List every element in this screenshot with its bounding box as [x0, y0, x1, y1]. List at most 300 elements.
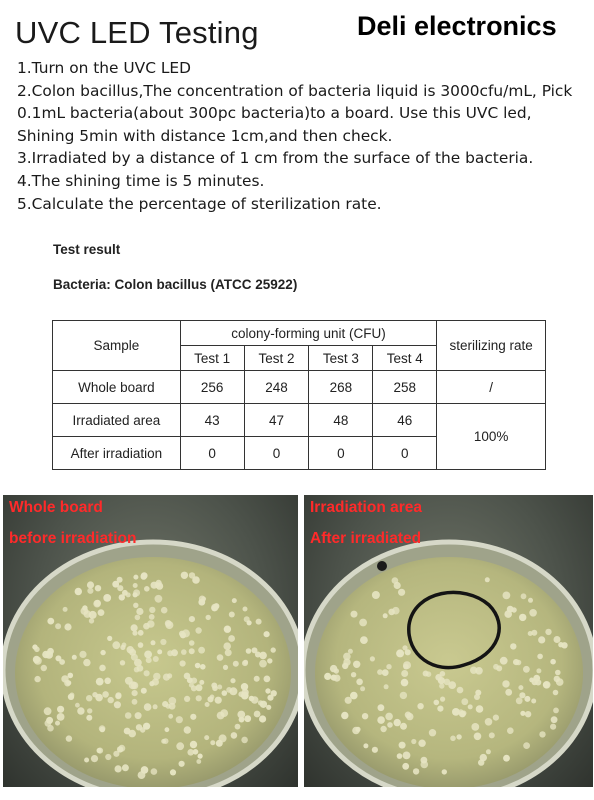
colony-dot: [406, 713, 413, 720]
colony-dot: [87, 708, 92, 713]
colony-dot: [223, 665, 228, 670]
colony-dot: [271, 647, 276, 652]
colony-dot: [96, 678, 104, 686]
colony-dot: [138, 630, 144, 636]
test-header: Test 2: [244, 346, 309, 371]
colony-dot: [131, 624, 138, 631]
test-header: Test 1: [180, 346, 244, 371]
colony-dot: [147, 620, 155, 628]
colony-dot: [135, 712, 142, 719]
colony-dot: [163, 738, 169, 744]
colony-dot: [69, 693, 74, 698]
colony-dot: [189, 640, 195, 646]
colony-dot: [468, 704, 473, 709]
colony-dot: [210, 740, 215, 745]
colony-dot: [518, 685, 523, 690]
colony-dot: [429, 729, 436, 736]
colony-dot: [459, 711, 466, 718]
colony-dot: [400, 692, 407, 699]
colony-dot: [151, 640, 156, 645]
colony-dot: [95, 585, 101, 591]
colony-dot: [510, 643, 516, 649]
colony-dot: [213, 603, 219, 609]
colony-dot: [471, 723, 479, 731]
page-title: UVC LED Testing: [15, 15, 259, 50]
colony-dot: [129, 649, 136, 656]
step-3: 3.Irradiated by a distance of 1 cm from the surface of the bacteria.: [17, 149, 534, 168]
colony-dot: [105, 754, 111, 760]
colony-dot: [229, 612, 235, 618]
colony-dot: [86, 715, 92, 721]
colony-dot: [400, 723, 407, 730]
colony-dot: [132, 631, 137, 636]
colony-dot: [84, 758, 89, 763]
colony-dot: [507, 727, 514, 734]
colony-dot: [356, 679, 363, 686]
sample-header: Sample: [53, 321, 181, 371]
colony-dot: [149, 607, 155, 613]
colony-dot: [516, 697, 523, 704]
row-label: After irradiation: [53, 437, 181, 470]
colony-dot: [243, 660, 248, 665]
colony-dot: [396, 649, 404, 657]
colony-dot: [387, 722, 393, 728]
colony-dot: [360, 636, 368, 644]
colony-dot: [168, 714, 173, 719]
colony-dot: [450, 736, 456, 742]
colony-dot: [63, 607, 68, 612]
step-1: 1.Turn on the UVC LED: [17, 59, 191, 77]
colony-dot: [243, 607, 248, 612]
step-5: 5.Calculate the percentage of sterilization rate.: [17, 194, 382, 213]
colony-dot: [135, 615, 141, 621]
colony-dot: [55, 623, 61, 629]
colony-dot: [545, 629, 551, 635]
colony-dot: [133, 583, 138, 588]
table-row: [53, 404, 546, 437]
colony-dot: [500, 657, 508, 665]
colony-dot: [190, 741, 197, 748]
colony-dot: [198, 754, 203, 759]
colony-dot: [184, 696, 190, 702]
colony-dot: [360, 686, 365, 691]
colony-dot: [217, 685, 222, 690]
cfu-cell: 0: [180, 437, 244, 470]
colony-dot: [264, 676, 271, 683]
colony-dot: [554, 636, 561, 643]
colony-dot: [219, 734, 227, 742]
colony-dot: [132, 690, 138, 696]
colony-dot: [489, 732, 495, 738]
colony-dot: [118, 745, 125, 752]
colony-dot: [144, 703, 152, 711]
colony-dot: [244, 715, 251, 722]
colony-dot: [553, 708, 559, 714]
colony-dot: [523, 742, 530, 749]
colony-dot: [550, 724, 556, 730]
rate-header: sterilizing rate: [437, 321, 546, 371]
cfu-cell: 0: [373, 437, 437, 470]
colony-dot: [86, 695, 92, 701]
results-table: [52, 320, 546, 470]
colony-dot: [426, 671, 432, 677]
cfu-cell: 43: [180, 404, 244, 437]
colony-dot: [521, 593, 527, 599]
colony-dot: [485, 577, 490, 582]
colony-dot: [98, 609, 105, 616]
agar-surface: [15, 557, 291, 787]
colony-dot: [66, 735, 72, 741]
colony-dot: [474, 733, 482, 741]
colony-dot: [144, 670, 150, 676]
colony-dot: [348, 649, 353, 654]
colony-dot: [155, 595, 163, 603]
colony-dot: [195, 627, 201, 633]
colony-dot: [553, 690, 559, 696]
colony-dot: [204, 735, 209, 740]
colony-dot: [377, 669, 383, 675]
colony-dot: [413, 768, 419, 774]
colony-dot: [55, 655, 61, 661]
colony-dot: [100, 650, 105, 655]
colony-dot: [259, 652, 267, 660]
colony-dot: [442, 769, 447, 774]
colony-dot: [141, 766, 149, 774]
colony-dot: [519, 692, 525, 698]
colony-dot: [516, 660, 522, 666]
petri-photo-after: [304, 495, 593, 787]
colony-dot: [362, 713, 368, 719]
colony-dot: [189, 648, 195, 654]
colony-dot: [384, 684, 389, 689]
colony-dot: [112, 581, 119, 588]
colony-dot: [134, 667, 140, 673]
colony-dot: [457, 687, 464, 694]
colony-dot: [104, 678, 111, 685]
colony-dot: [153, 704, 158, 709]
colony-dot: [199, 596, 206, 603]
colony-dot: [198, 647, 205, 654]
colony-dot: [239, 717, 245, 723]
cfu-cell: 47: [244, 404, 309, 437]
colony-dot: [108, 697, 114, 703]
colony-dot: [399, 742, 406, 749]
colony-dot: [538, 636, 545, 643]
colony-dot: [241, 737, 248, 744]
colony-dot: [143, 723, 150, 730]
colony-dot: [190, 714, 196, 720]
petri-photos: [0, 495, 594, 800]
colony-dot: [505, 689, 512, 696]
colony-dot: [401, 679, 409, 687]
colony-dot: [225, 649, 232, 656]
colony-dot: [79, 651, 86, 658]
cfu-cell: 46: [373, 404, 437, 437]
colony-dot: [55, 721, 60, 726]
colony-dot: [136, 724, 142, 730]
colony-dot: [195, 663, 201, 669]
colony-dot: [440, 697, 445, 702]
cfu-cell: 0: [309, 437, 373, 470]
colony-dot: [205, 702, 210, 707]
colony-dot: [160, 639, 166, 645]
colony-dot: [184, 726, 191, 733]
colony-dot: [217, 654, 224, 661]
colony-dot: [244, 616, 250, 622]
colony-dot: [83, 659, 90, 666]
colony-dot: [215, 697, 222, 704]
colony-dot: [144, 651, 152, 659]
colony-dot: [230, 678, 235, 683]
colony-dot: [470, 667, 477, 674]
colony-dot: [493, 664, 499, 670]
colony-dot: [87, 588, 93, 594]
colony-dot: [77, 707, 84, 714]
photo-caption: Whole board: [9, 499, 103, 516]
cfu-cell: 48: [309, 404, 373, 437]
colony-dot: [444, 679, 451, 686]
colony-dot: [33, 656, 40, 663]
bacteria-label: Bacteria: Colon bacillus (ATCC 25922): [53, 277, 298, 292]
colony-dot: [259, 660, 267, 668]
colony-dot: [251, 696, 259, 704]
colony-dot: [132, 699, 138, 705]
colony-dot: [144, 586, 150, 592]
colony-dot: [324, 673, 331, 680]
colony-dot: [233, 661, 239, 667]
colony-dot: [394, 719, 401, 726]
colony-dot: [359, 619, 367, 627]
colony-dot: [89, 618, 94, 623]
photo-caption: Irradiation area: [310, 499, 422, 516]
colony-dot: [168, 697, 176, 705]
colony-dot: [476, 705, 484, 713]
colony-dot: [122, 764, 129, 771]
colony-dot: [264, 631, 270, 637]
colony-dot: [493, 715, 499, 721]
colony-dot: [114, 701, 121, 708]
colony-dot: [222, 690, 228, 696]
colony-dot: [502, 680, 509, 687]
colony-dot: [115, 693, 121, 699]
colony-dot: [341, 712, 348, 719]
colony-dot: [138, 642, 144, 648]
cfu-cell: 258: [373, 371, 437, 404]
colony-dot: [480, 754, 487, 761]
colony-dot: [75, 588, 82, 595]
colony-dot: [256, 619, 262, 625]
colony-dot: [550, 659, 556, 665]
colony-dot: [380, 726, 386, 732]
colony-dot: [394, 582, 401, 589]
colony-dot: [75, 703, 80, 708]
colony-dot: [171, 649, 178, 656]
colony-dot: [176, 716, 183, 723]
colony-dot: [44, 707, 52, 715]
colony-dot: [228, 635, 235, 642]
colony-dot: [153, 673, 160, 680]
colony-dot: [401, 670, 408, 677]
colony-dot: [141, 688, 147, 694]
colony-dot: [81, 607, 89, 615]
colony-dot: [91, 755, 98, 762]
colony-dot: [66, 680, 71, 685]
colony-dot: [355, 727, 360, 732]
row-label: Irradiated area: [53, 404, 181, 437]
colony-dot: [196, 695, 202, 701]
colony-dot: [157, 649, 162, 654]
colony-dot: [153, 656, 159, 662]
colony-dot: [124, 728, 131, 735]
colony-dot: [180, 660, 186, 666]
colony-dot: [421, 757, 428, 764]
colony-dot: [57, 713, 65, 721]
colony-dot: [265, 688, 270, 693]
colony-dot: [220, 709, 228, 717]
colony-dot: [189, 572, 195, 578]
colony-dot: [72, 655, 77, 660]
colony-dot: [558, 642, 563, 647]
colony-dot: [403, 661, 411, 669]
rate-cell: /: [437, 371, 546, 404]
colony-dot: [485, 718, 493, 726]
test-result-heading: Test result: [53, 242, 121, 257]
photo-caption: After irradiated: [310, 530, 422, 547]
colony-dot: [524, 696, 530, 702]
colony-dot: [351, 672, 356, 677]
test-header: Test 4: [373, 346, 437, 371]
colony-dot: [122, 590, 128, 596]
colony-dot: [353, 661, 360, 668]
colony-dot: [235, 724, 241, 730]
colony-dot: [551, 716, 558, 723]
colony-dot: [377, 716, 385, 724]
colony-dot: [200, 664, 206, 670]
colony-dot: [418, 740, 425, 747]
colony-dot: [97, 748, 103, 754]
colony-dot: [47, 648, 54, 655]
colony-dot: [224, 626, 231, 633]
colony-dot: [112, 641, 120, 649]
colony-dot: [87, 581, 94, 588]
cfu-cell: 268: [309, 371, 373, 404]
colony-dot: [47, 618, 54, 625]
colony-dot: [474, 694, 480, 700]
colony-dot: [41, 665, 47, 671]
colony-dot: [434, 700, 440, 706]
colony-dot: [403, 752, 411, 760]
colony-dot: [556, 678, 564, 686]
colony-dot: [99, 665, 106, 672]
colony-dot: [133, 575, 138, 580]
colony-dot: [133, 589, 140, 596]
colony-dot: [370, 656, 375, 661]
colony-dot: [34, 676, 40, 682]
colony-dot: [122, 643, 127, 648]
colony-dot: [486, 749, 491, 754]
colony-dot: [57, 706, 64, 713]
procedure-steps: [17, 57, 589, 215]
colony-dot: [89, 611, 97, 619]
colony-dot: [103, 594, 111, 602]
colony-dot: [529, 678, 534, 683]
colony-dot: [99, 725, 106, 732]
colony-dot: [151, 768, 158, 775]
colony-dot: [149, 614, 155, 620]
colony-dot: [179, 761, 185, 767]
colony-dot: [95, 694, 103, 702]
colony-dot: [212, 686, 218, 692]
colony-dot: [259, 715, 266, 722]
colony-dot: [271, 690, 277, 696]
colony-dot: [179, 631, 185, 637]
colony-dot: [331, 675, 337, 681]
colony-dot: [405, 649, 411, 655]
colony-dot: [254, 711, 261, 718]
colony-dot: [260, 701, 267, 708]
colony-dot: [350, 692, 358, 700]
colony-dot: [163, 674, 170, 681]
colony-dot: [165, 727, 170, 732]
colony-dot: [536, 668, 541, 673]
colony-dot: [246, 648, 252, 654]
colony-dot: [519, 614, 526, 621]
colony-dot: [351, 611, 358, 618]
colony-dot: [523, 666, 530, 673]
colony-dot: [120, 660, 125, 665]
colony-dot: [242, 689, 249, 696]
colony-dot: [223, 642, 231, 650]
colony-dot: [372, 747, 378, 753]
photo-caption: before irradiation: [9, 530, 137, 547]
colony-dot: [181, 572, 188, 579]
colony-dot: [187, 749, 194, 756]
colony-dot: [411, 739, 416, 744]
colony-dot: [125, 712, 132, 719]
colony-dot: [343, 658, 350, 665]
colony-dot: [417, 703, 423, 709]
colony-dot: [402, 763, 409, 770]
colony-dot: [385, 713, 393, 721]
colony-dot: [115, 765, 122, 772]
colony-dot: [537, 654, 543, 660]
step-2: 2.Colon bacillus,The concentration of bacteria liquid is 3000cfu/mL, Pick 0.1mL bacteria(about 300pc bacteria)to a board. Use this UVC led, Shining 5min with distance 1cm,and then check.: [17, 81, 573, 145]
cfu-cell: 256: [180, 371, 244, 404]
colony-dot: [229, 687, 237, 695]
colony-dot: [461, 698, 468, 705]
colony-dot: [149, 681, 154, 686]
brand-name: Deli electronics: [357, 11, 557, 41]
colony-dot: [334, 668, 339, 673]
colony-dot: [136, 608, 143, 615]
colony-dot: [539, 731, 545, 737]
colony-dot: [134, 659, 142, 667]
colony-dot: [199, 680, 204, 685]
cfu-header: colony-forming unit (CFU): [180, 321, 436, 346]
colony-dot: [383, 613, 388, 618]
colony-dot: [32, 644, 37, 649]
colony-dot: [46, 717, 53, 724]
colony-dot: [386, 664, 391, 669]
petri-photo-before: [3, 495, 298, 787]
colony-dot: [47, 725, 54, 732]
colony-dot: [435, 674, 442, 681]
colony-dot: [456, 734, 461, 739]
colony-dot: [535, 679, 541, 685]
colony-dot: [254, 676, 260, 682]
colony-dot: [392, 607, 400, 615]
colony-dot: [525, 711, 531, 717]
